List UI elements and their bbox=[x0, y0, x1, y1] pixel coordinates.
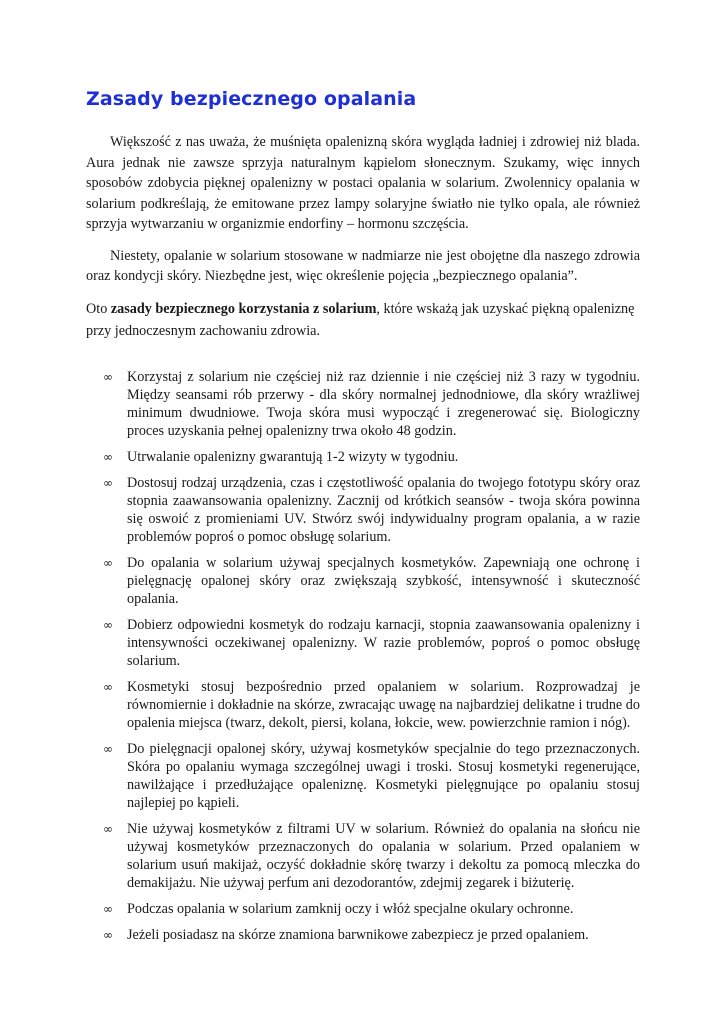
rules-list bbox=[86, 368, 640, 944]
list-item-text: Korzystaj z solarium nie częściej niż raz dziennie i nie częściej niż 3 razy w tygodniu. Między seansami rób przerwy - dla skóry normalnej jednodniowe, dla skóry wrażliwej minimum dwudniowe. Twoja skóra musi wypocząć i zregenerować się. Biologiczny proces uzyskania pełnej opalenizny trwa około 48 godzin. bbox=[127, 368, 640, 439]
list-item-text: Utrwalanie opalenizny gwarantują 1-2 wizyty w tygodniu. bbox=[127, 448, 459, 465]
document-page bbox=[86, 88, 640, 952]
list-item-text: Dostosuj rodzaj urządzenia, czas i częstotliwość opalania do twojego fototypu skóry oraz stopnia zaawansowania opalenizny. Zacznij od krótkich seansów - twoja skóra powinna się oswoić z promieniami UV. Stwórz swój indywidualny program opalania, a w razie problemów poproś o pomoc obsługę solarium. bbox=[127, 474, 640, 545]
list-item bbox=[103, 368, 640, 440]
rules-intro bbox=[86, 298, 640, 342]
paragraph-warning: Niestety, opalanie w solarium stosowane w nadmiarze nie jest obojętne dla naszego zdrowia oraz kondycji skóry. Niezbędne jest, więc określenie pojęcia „bezpiecznego opalania”. bbox=[86, 247, 640, 284]
list-item-text: Jeżeli posiadasz na skórze znamiona barwnikowe zabezpiecz je przed opalaniem. bbox=[127, 926, 589, 943]
list-item bbox=[103, 448, 640, 466]
infinity-bullet-icon: ∞ bbox=[103, 449, 113, 464]
rules-intro-prefix: Oto bbox=[86, 300, 111, 317]
list-item-text: Nie używaj kosmetyków z filtrami UV w solarium. Również do opalania na słońcu nie używaj kosmetyków przeznaczonych do opalania w solarium. Przed opalaniem w solarium usuń makijaż, oczyść dokładnie skórę twarzy i dekoltu za pomocą mleczka do demakijażu. Nie używaj perfum ani dezodorantów, zdejmij zegarek i biżuterię. bbox=[127, 820, 640, 891]
list-item-text: Kosmetyki stosuj bezpośrednio przed opalaniem w solarium. Rozprowadzaj je równomiernie i dokładnie na skórze, zwracając uwagę na najbardziej delikatne i trudne do opalenia miejsca (twarz, dekolt, piersi, kolana, łokcie, wew. powierzchnie ramion i nóg). bbox=[127, 678, 640, 731]
infinity-bullet-icon: ∞ bbox=[103, 369, 113, 384]
list-item-text: Dobierz odpowiedni kosmetyk do rodzaju karnacji, stopnia zaawansowania opalenizny i intensywności oczekiwanej opalenizny. W razie problemów, poproś o pomoc obsługę solarium. bbox=[127, 616, 640, 669]
list-item-text: Do pielęgnacji opalonej skóry, używaj kosmetyków specjalnie do tego przeznaczonych. Skóra po opalaniu wymaga szczególnej uwagi i troski. Stosuj kosmetyki regenerujące, nawilżające i przedłużające opaleniznę. Kosmetyki pielęgnujące po opalaniu stosuj najlepiej po kąpieli. bbox=[127, 740, 640, 811]
list-item-text: Podczas opalania w solarium zamknij oczy i włóż specjalne okulary ochronne. bbox=[127, 900, 574, 917]
rules-intro-suffix: , które wskażą jak uzyskać piękną opaleniznę przy jednoczesnym zachowaniu zdrowia. bbox=[86, 300, 635, 339]
infinity-bullet-icon: ∞ bbox=[103, 901, 113, 916]
list-item bbox=[103, 474, 640, 546]
list-item bbox=[103, 678, 640, 732]
infinity-bullet-icon: ∞ bbox=[103, 555, 113, 570]
list-item bbox=[103, 740, 640, 812]
infinity-bullet-icon: ∞ bbox=[103, 741, 113, 756]
list-item bbox=[103, 926, 640, 944]
infinity-bullet-icon: ∞ bbox=[103, 679, 113, 694]
infinity-bullet-icon: ∞ bbox=[103, 927, 113, 942]
infinity-bullet-icon: ∞ bbox=[103, 475, 113, 490]
list-item bbox=[103, 820, 640, 892]
list-item bbox=[103, 616, 640, 670]
document-title: Zasady bezpiecznego opalania bbox=[86, 88, 417, 110]
infinity-bullet-icon: ∞ bbox=[103, 617, 113, 632]
list-item bbox=[103, 900, 640, 918]
paragraph-intro: Większość z nas uważa, że muśnięta opalenizną skóra wygląda ładniej i zdrowiej niż blada. Aura jednak nie zawsze sprzyja naturalnym kąpielom słonecznym. Szukamy, więc innych sposobów zdobycia pięknej opalenizny w postaci opalania w solarium. Zwolennicy opalania w solarium podkreślają, że emitowane przez lampy solaryjne światło nie tylko opala, ale również sprzyja wytwarzaniu w organizmie endorfiny – hormonu szczęścia. bbox=[86, 134, 640, 232]
list-item-text: Do opalania w solarium używaj specjalnych kosmetyków. Zapewniają one ochronę i pielęgnację opalonej skóry oraz zwiększają szybkość, intensywność i skuteczność opalania. bbox=[127, 554, 640, 607]
infinity-bullet-icon: ∞ bbox=[103, 821, 113, 836]
rules-intro-bold: zasady bezpiecznego korzystania z solarium bbox=[110, 300, 377, 317]
list-item bbox=[103, 554, 640, 608]
